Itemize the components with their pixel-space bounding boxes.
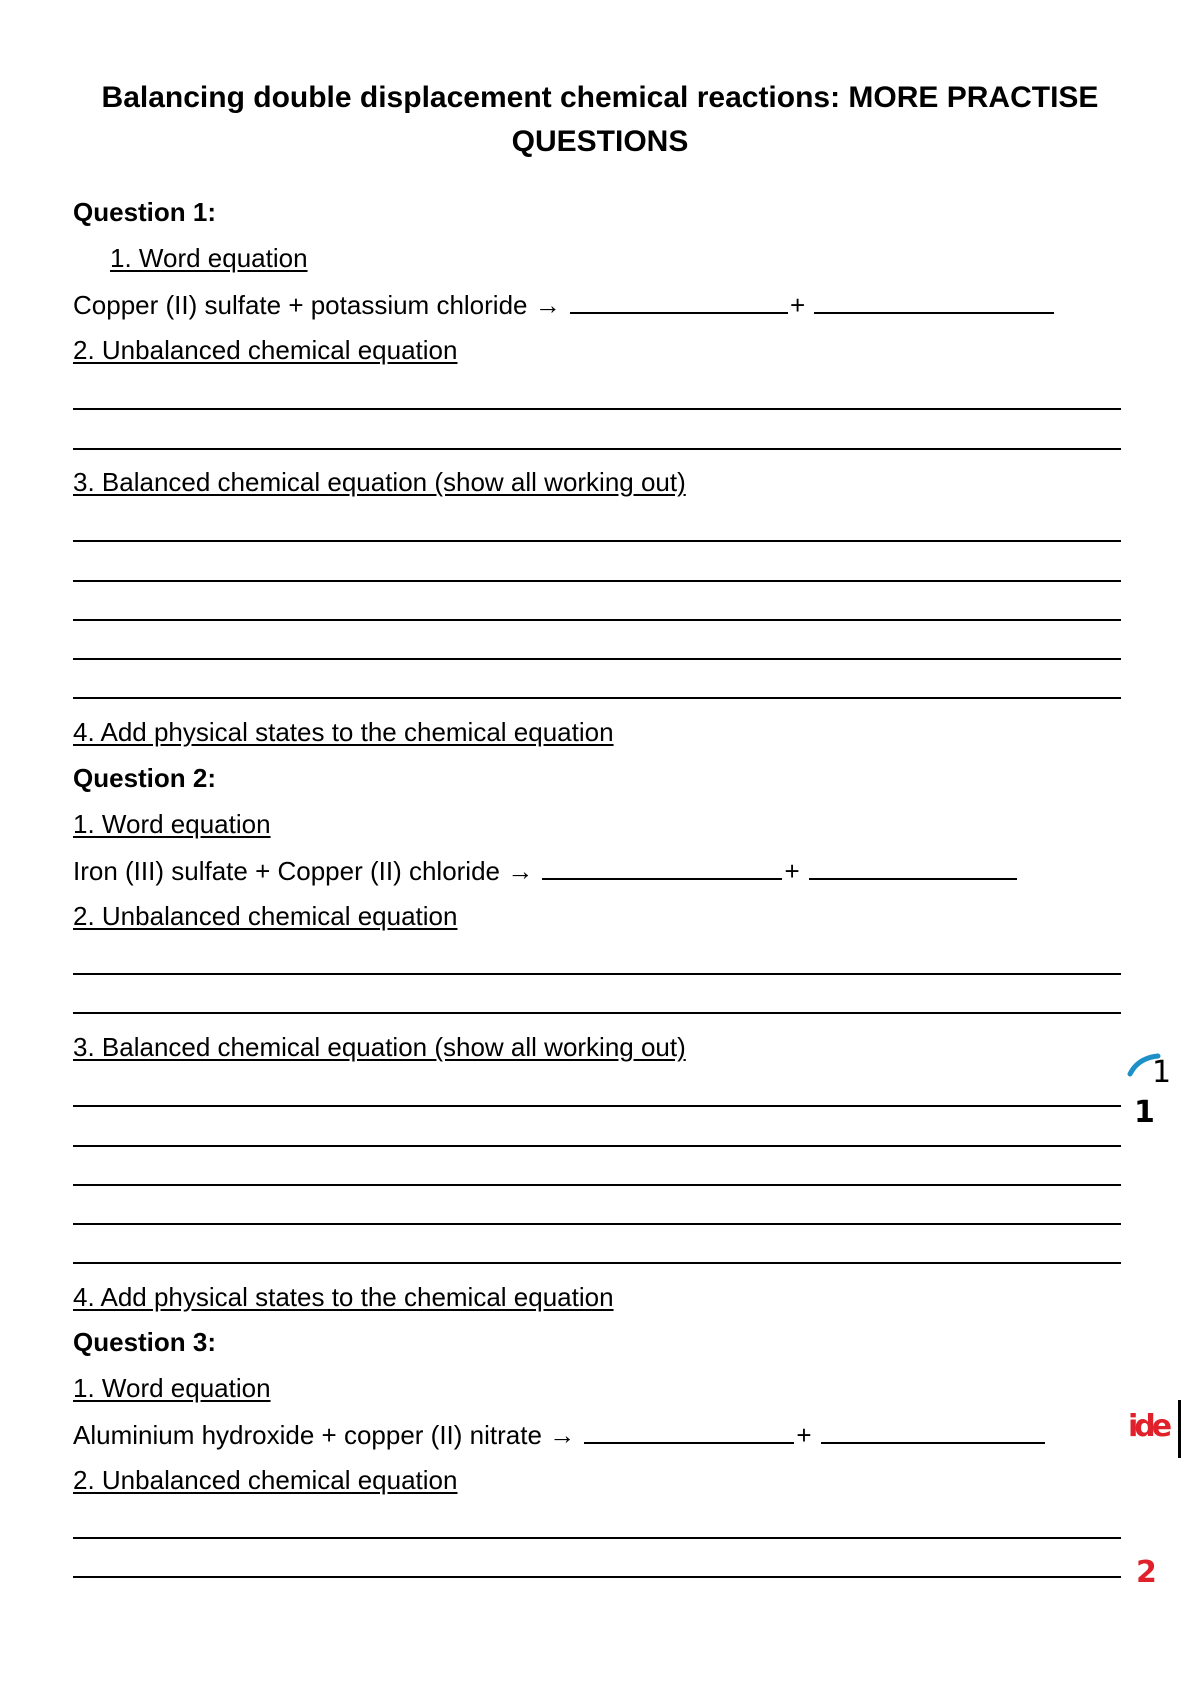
q2-balanced-label: 3. Balanced chemical equation (show all working out) [73, 1032, 686, 1062]
q1-answer-line [73, 408, 1121, 410]
q2-word-equation-line [73, 854, 1019, 887]
q2-answer-line [73, 1184, 1121, 1186]
q1-equation-text: Copper (II) sulfate + potassium chloride → [73, 290, 561, 320]
q2-product-blank-2 [809, 854, 1017, 880]
q1-physical-states-label: 4. Add physical states to the chemical equation [73, 717, 614, 747]
q1-product-blank-1 [570, 288, 788, 314]
q1-balanced-label: 3. Balanced chemical equation (show all working out) [73, 467, 686, 497]
q2-plus: + [784, 856, 800, 886]
q3-answer-line [73, 1537, 1121, 1539]
q2-answer-line [73, 973, 1121, 975]
q2-word-equation-label: 1. Word equation [73, 809, 271, 839]
q2-physical-states-label: 4. Add physical states to the chemical equation [73, 1282, 614, 1312]
q2-equation-text: Iron (III) sulfate + Copper (II) chloride → [73, 856, 534, 886]
margin-mark-1: 1 [1152, 1055, 1172, 1090]
q3-word-equation-line [73, 1418, 1047, 1451]
q2-answer-line [73, 1223, 1121, 1225]
margin-mark-2: 1 [1134, 1095, 1155, 1130]
q3-product-blank-1 [584, 1418, 794, 1444]
page-title: Balancing double displacement chemical reactions: MORE PRACTISE QUESTIONS [101, 81, 1099, 158]
margin-vertical-stroke [1178, 1400, 1181, 1458]
q2-answer-line [73, 1105, 1121, 1107]
q2-product-blank-1 [542, 854, 782, 880]
q3-unbalanced-label: 2. Unbalanced chemical equation [73, 1465, 458, 1495]
q2-answer-line [73, 1145, 1121, 1147]
q1-answer-line [73, 580, 1121, 582]
q2-heading: Question 2: [73, 763, 217, 793]
q1-answer-line [73, 619, 1121, 621]
q1-word-equation-line [73, 288, 1056, 321]
q2-answer-line [73, 1012, 1121, 1014]
q3-heading: Question 3: [73, 1327, 217, 1357]
q3-plus: + [796, 1420, 812, 1450]
q1-product-blank-2 [814, 288, 1054, 314]
q3-product-blank-2 [821, 1418, 1045, 1444]
margin-mark-3: ide [1128, 1409, 1169, 1444]
q1-unbalanced-label: 2. Unbalanced chemical equation [73, 335, 458, 365]
q1-answer-line [73, 658, 1121, 660]
q1-answer-line [73, 540, 1121, 542]
q1-heading: Question 1: [73, 197, 217, 227]
q1-plus: + [789, 290, 806, 320]
q2-answer-line [73, 1262, 1121, 1264]
margin-mark-4: 2 [1136, 1555, 1157, 1590]
q1-answer-line [73, 697, 1121, 699]
q3-answer-line [73, 1576, 1121, 1578]
q2-unbalanced-label: 2. Unbalanced chemical equation [73, 901, 458, 931]
q1-answer-line [73, 448, 1121, 450]
q1-word-equation-label: 1. Word equation [110, 243, 308, 273]
q3-equation-text: Aluminium hydroxide + copper (II) nitrate → [73, 1420, 576, 1450]
q3-word-equation-label: 1. Word equation [73, 1373, 271, 1403]
